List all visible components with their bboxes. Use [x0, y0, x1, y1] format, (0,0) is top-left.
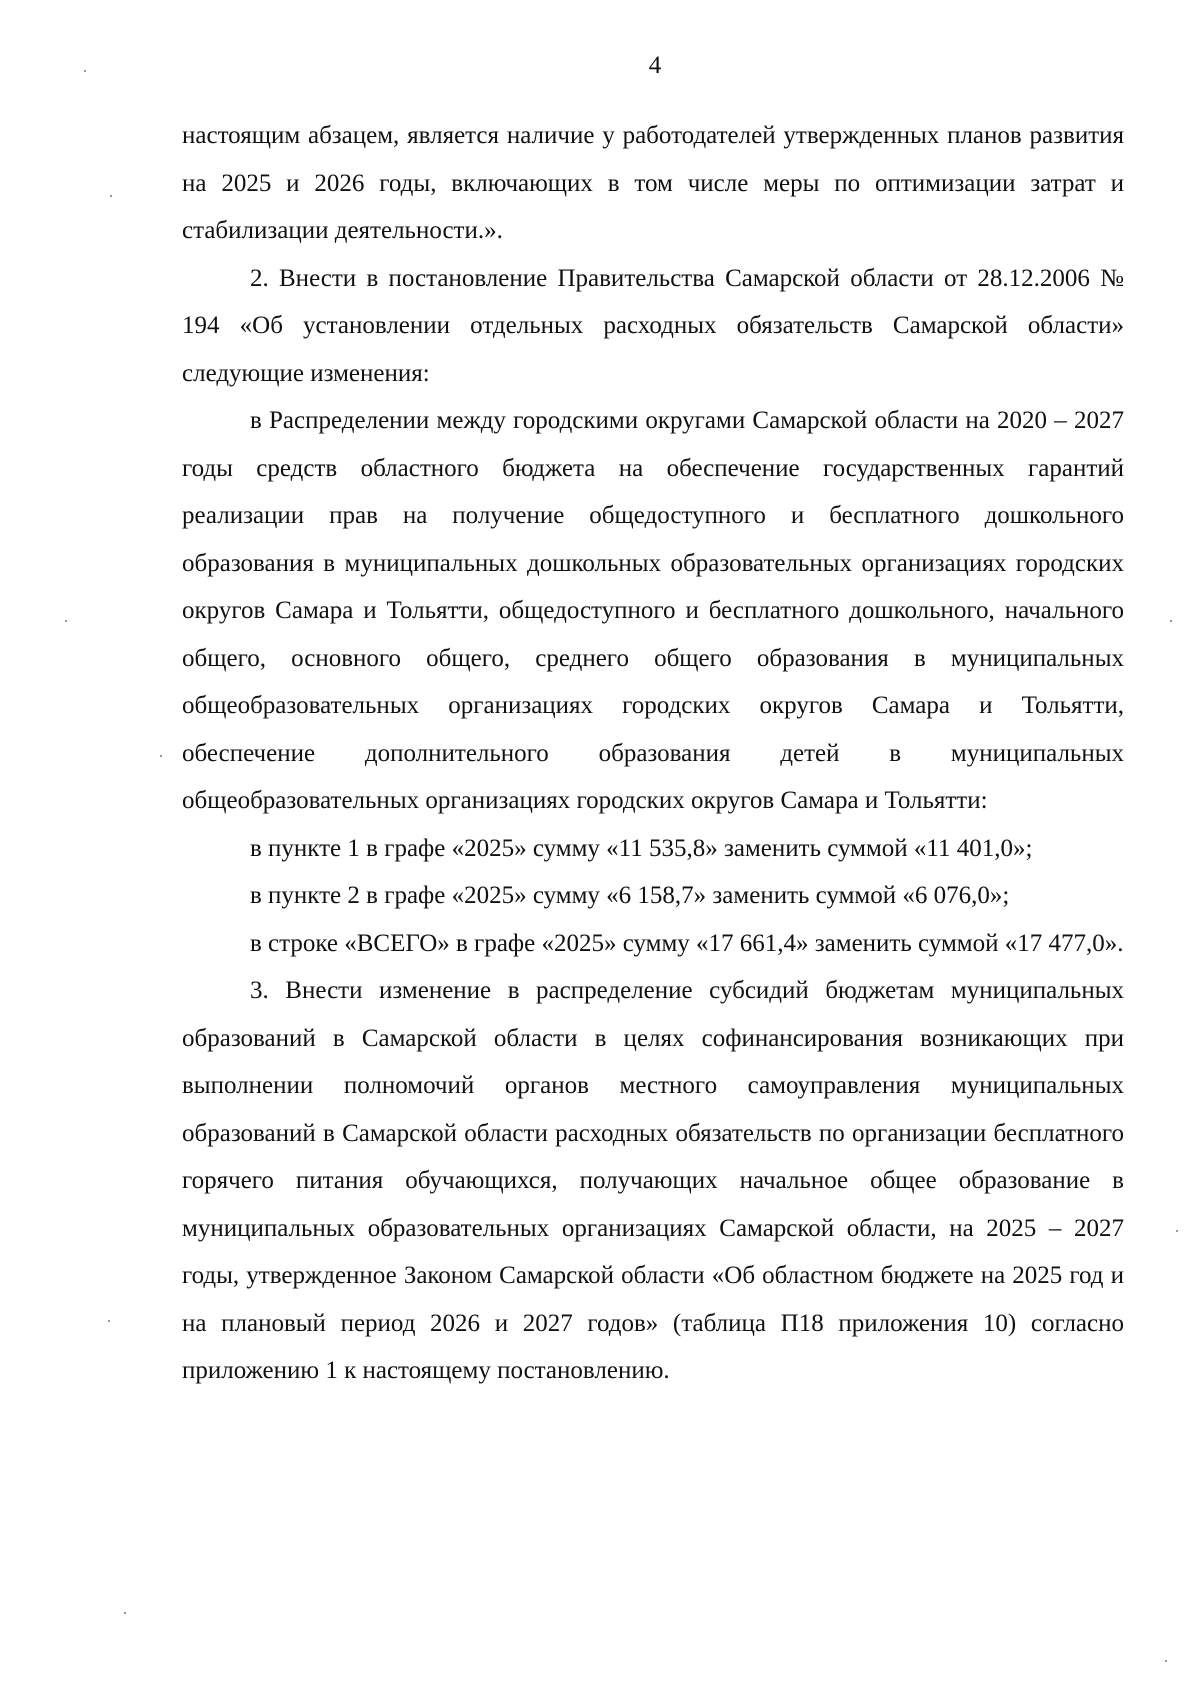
paragraph-item-3: 3. Внести изменение в распределение субсидий бюджетам муниципальных образований в Самарской области в целях софинансирования возникающих при выполнении полномочий органов местного самоуправления муниципальных образований в Самарской области расходных обязательств по организации бесплатного горячего питания обучающихся, получающих начальное общее образование в муниципальных образовательных организациях Самарской области, на 2025 – 2027 годы, утвержденное Законом Самарской области «Об областном бюджете на 2025 год и на плановый период 2026 и 2027 годов» (таблица П18 приложения 10) согласно приложению 1 к настоящему постановлению.	[182, 977, 1124, 1384]
paragraph-item-2: 2. Внести в постановление Правительства Самарской области от 28.12.2006 № 194 «Об установлении отдельных расходных обязательств Самарской области» следующие изменения:	[182, 264, 1124, 387]
scan-speck	[110, 195, 112, 197]
scan-speck	[1165, 1660, 1167, 1662]
paragraph-continuation: настоящим абзацем, является наличие у работодателей утвержденных планов развития на 2025 и 2026 годы, включающих в том числе меры по оптимизации затрат и стабилизации деятельности.».	[182, 122, 1124, 244]
paragraph-point-1: в пункте 1 в графе «2025» сумму «11 535,8» заменить суммой «11 401,0»;	[250, 834, 1033, 862]
paragraph-distribution: в Распределении между городскими округами Самарской области на 2020 – 2027 годы средств областного бюджета на обеспечение государственных гарантий реализации прав на получение общедоступного и бесплатного дошкольного образования в муниципальных дошкольных образовательных организациях городских округов Самара и Тольятти, общедоступного и бесплатного дошкольного, начального общего, основного общего, среднего общего образования в муниципальных общеобразовательных организациях городских округов Самара и Тольятти, обеспечение дополнительного образования детей в муниципальных общеобразовательных организациях городских округов Самара и Тольятти:	[182, 407, 1124, 814]
scan-speck	[1170, 620, 1172, 622]
scan-speck	[160, 755, 162, 757]
document-body	[182, 112, 1124, 1395]
paragraph-total-row: в строке «ВСЕГО» в графе «2025» сумму «17 661,4» заменить суммой «17 477,0».	[250, 929, 1124, 957]
scan-speck	[1176, 1230, 1178, 1232]
scan-speck	[65, 620, 67, 622]
page-number: 4	[648, 52, 662, 79]
scan-speck	[124, 1612, 126, 1614]
paragraph-point-2: в пункте 2 в графе «2025» сумму «6 158,7» заменить суммой «6 076,0»;	[250, 882, 1010, 909]
scan-speck	[108, 1320, 110, 1322]
scan-speck	[84, 70, 86, 72]
